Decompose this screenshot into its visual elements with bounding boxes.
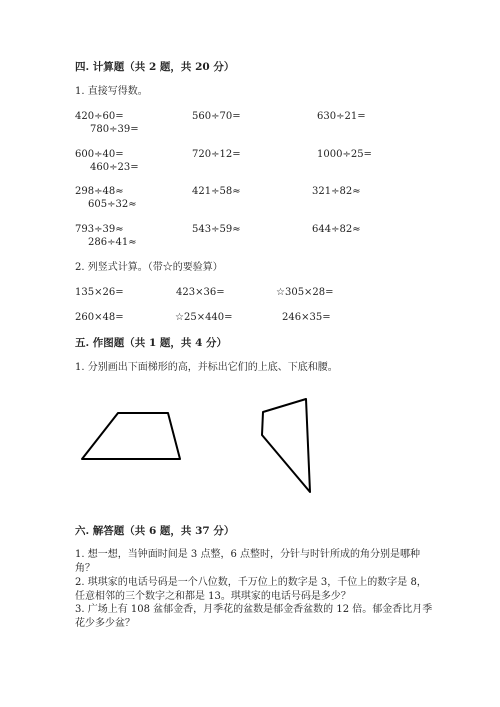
calc-item: 605÷32≈ <box>88 199 137 210</box>
q1-label: 1. 直接写得数。 <box>75 86 148 97</box>
calc-item: 321÷82≈ <box>312 186 361 197</box>
vertical-calc-item: 246×35= <box>282 312 331 323</box>
vertical-calc-item: 135×26= <box>75 287 124 298</box>
calc-item: 420÷60= <box>75 111 124 122</box>
q2-label: 2. 列竖式计算。（带☆的要验算） <box>75 262 223 273</box>
calc-item: 1000÷25= <box>317 149 372 160</box>
calc-item: 793÷39≈ <box>75 224 124 235</box>
draw-q1-label: 1. 分别画出下面梯形的高，并标出它们的上底、下底和腰。 <box>75 362 338 373</box>
calc-item: 720÷12= <box>192 149 241 160</box>
trapezoid-right <box>262 399 310 492</box>
calc-item: 543÷59≈ <box>192 224 241 235</box>
section-4-title: 四. 计算题（共 2 题，共 20 分） <box>75 61 235 73</box>
word-problem-line: 花少多少盆？ <box>75 618 135 629</box>
word-problem-line: 1. 想一想，当钟面时间是 3 点整，6 点整时，分针与时针所成的角分别是哪种 <box>75 549 420 560</box>
word-problem-line: 角？ <box>75 563 95 574</box>
calc-item: 560÷70= <box>192 111 241 122</box>
vertical-calc-item: ☆25×440= <box>175 312 233 323</box>
calc-item: 600÷40= <box>75 149 124 160</box>
word-problem-line: 2. 琪琪家的电话号码是一个八位数，千万位上的数字是 3，千位上的数字是 8， <box>75 577 427 588</box>
section-5-title: 五. 作图题（共 1 题，共 4 分） <box>75 337 228 349</box>
calc-item: 298÷48≈ <box>75 186 124 197</box>
calc-item: 780÷39= <box>90 124 139 135</box>
vertical-calc-item: ☆305×28= <box>276 287 334 298</box>
calc-item: 460÷23= <box>90 162 139 173</box>
trapezoid-left <box>82 413 180 459</box>
vertical-calc-item: 260×48= <box>75 312 124 323</box>
calc-item: 630÷21= <box>317 111 366 122</box>
section-6-title: 六. 解答题（共 6 题，共 37 分） <box>75 525 235 537</box>
calc-item: 286÷41≈ <box>88 237 137 248</box>
calc-item: 421÷58≈ <box>192 186 241 197</box>
word-problem-line: 任意相邻的三个数字之和都是 13。琪琪家的电话号码是多少？ <box>75 591 351 602</box>
calc-item: 644÷82≈ <box>312 224 361 235</box>
word-problem-line: 3. 广场上有 108 盆郁金香，月季花的盆数是郁金香盆数的 12 倍。郁金香比月季 <box>75 604 433 615</box>
vertical-calc-item: 423×36= <box>176 287 225 298</box>
